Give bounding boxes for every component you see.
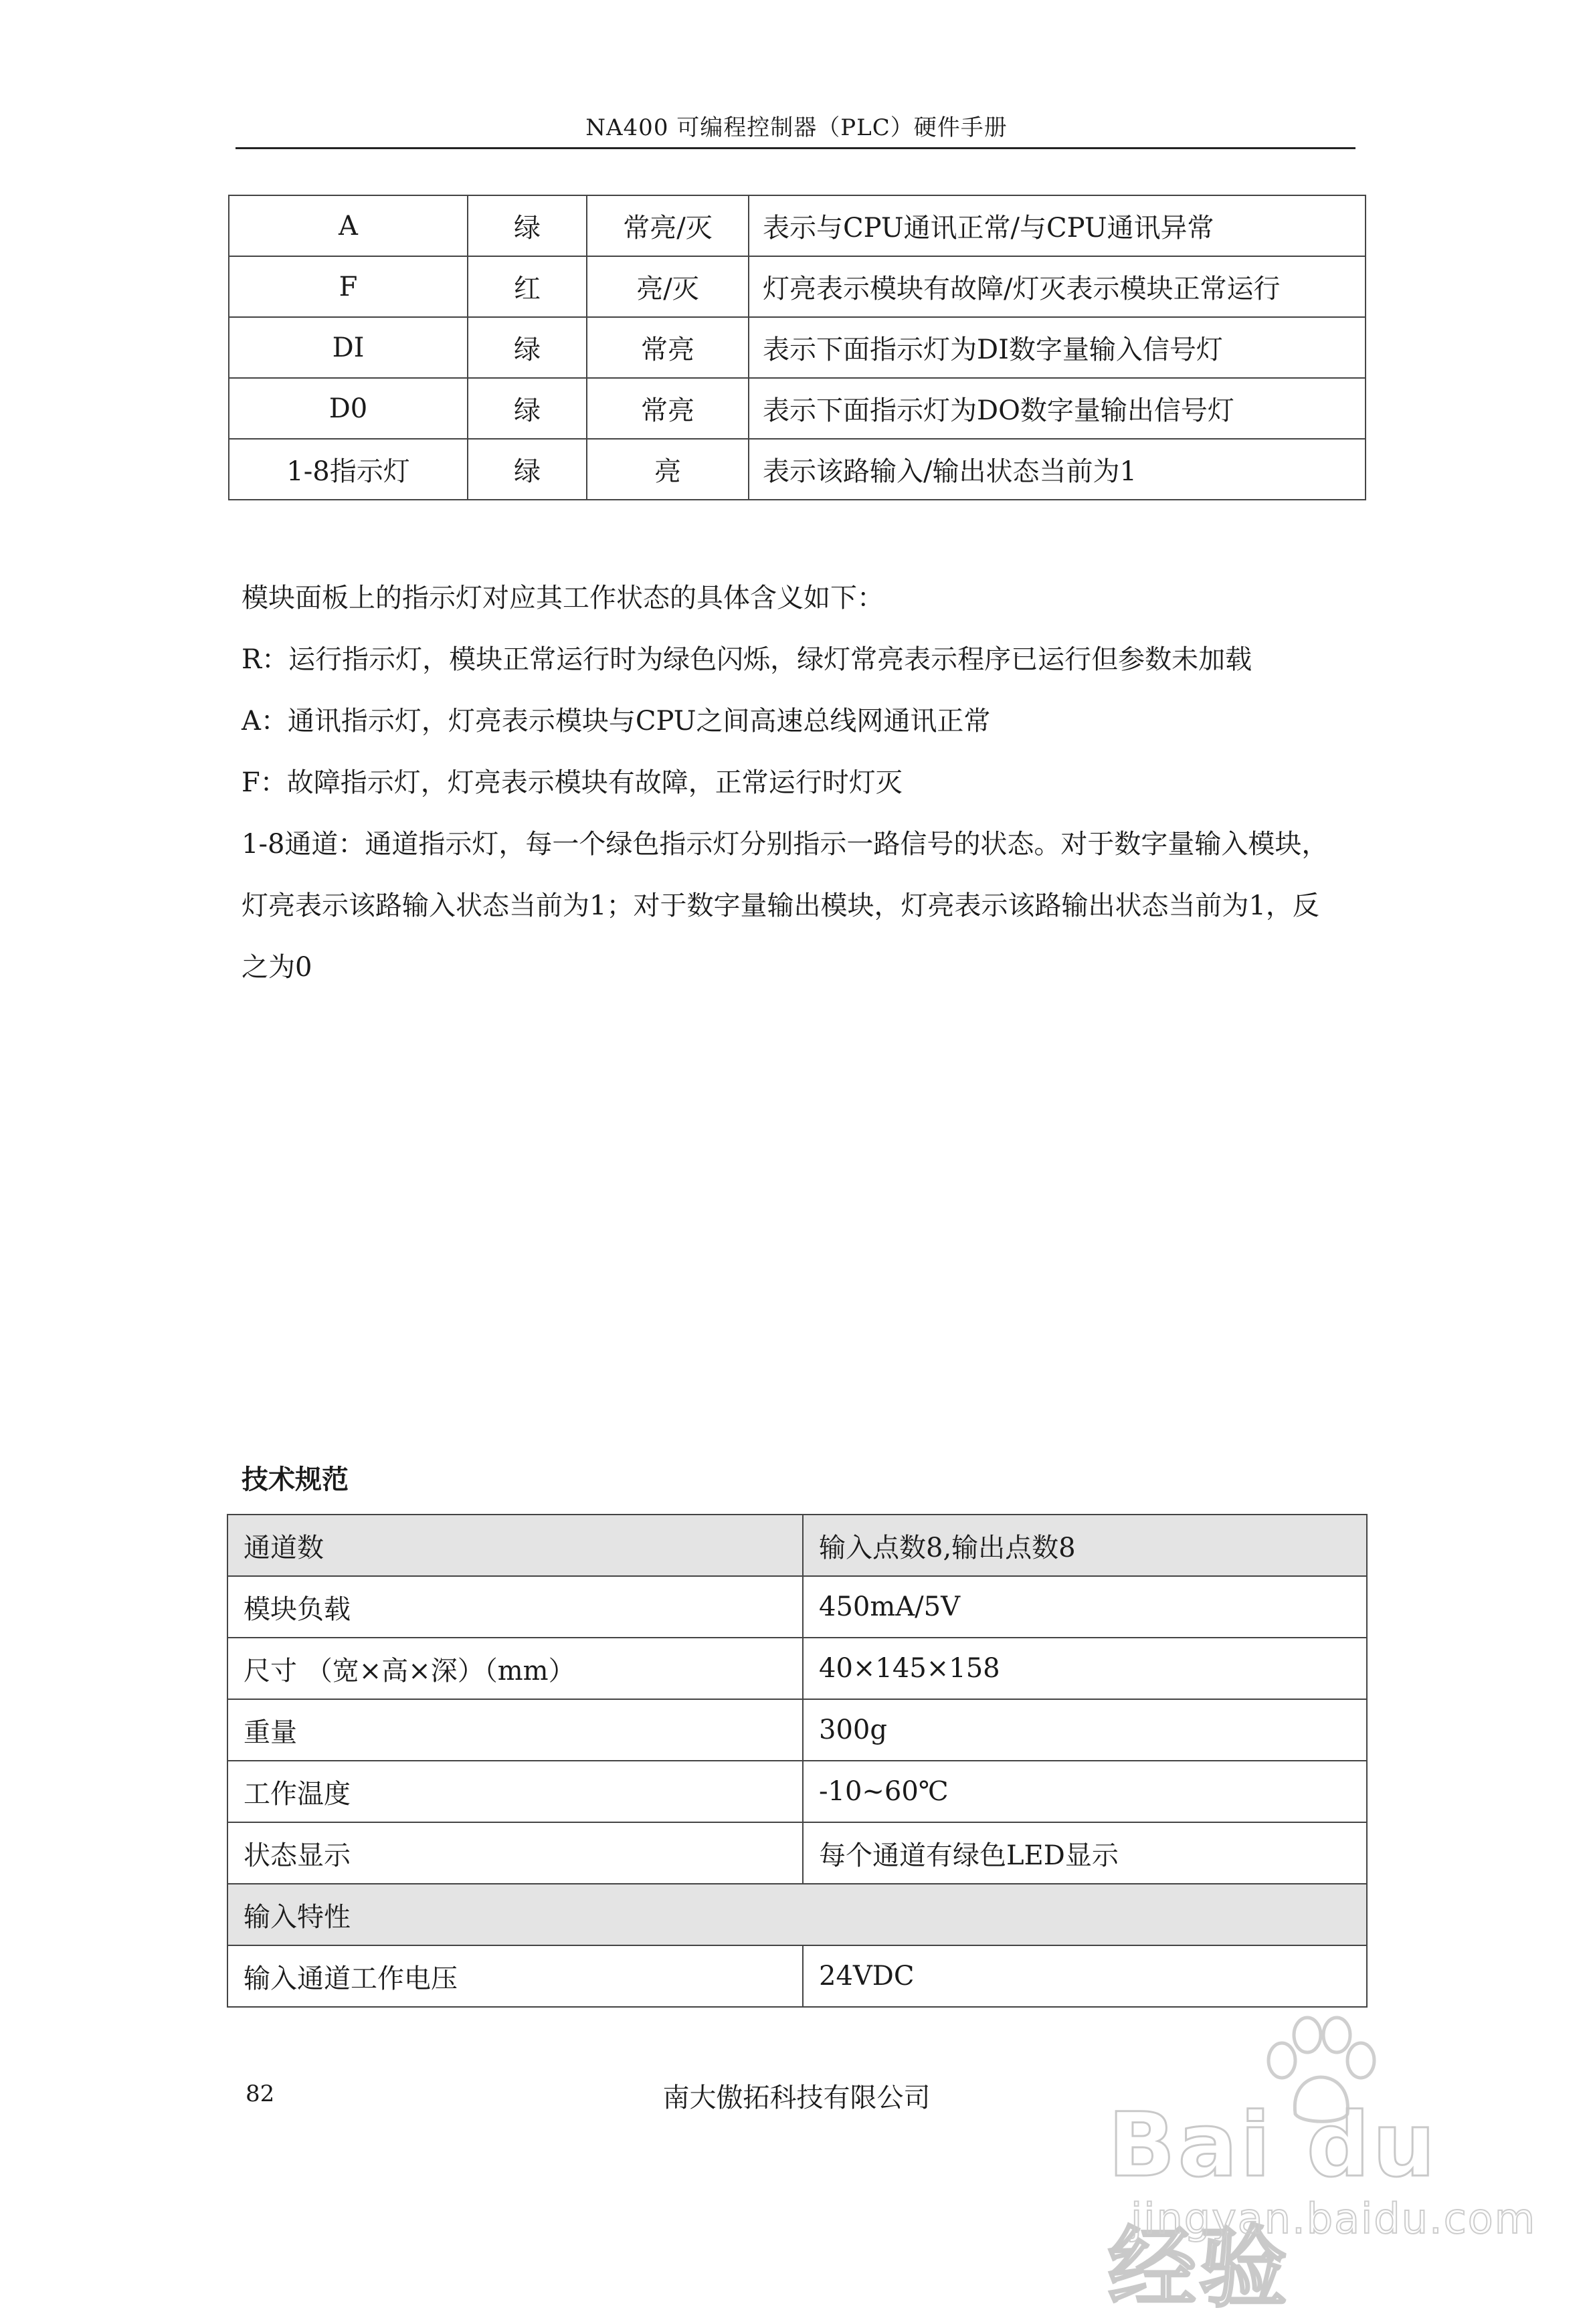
- spec-value: 每个通道有绿色LED显示: [803, 1822, 1367, 1884]
- spec-value: -10~60℃: [803, 1761, 1367, 1822]
- led-meaning: 表示该路输入/输出状态当前为1: [749, 439, 1366, 500]
- table-section-row: [227, 1884, 1367, 1945]
- table-row: [227, 1576, 1367, 1638]
- led-name: A: [229, 195, 468, 256]
- watermark-brand: Bai du 经验: [1108, 2094, 1438, 2320]
- table-row: [227, 1699, 1367, 1761]
- spec-label: 工作温度: [227, 1761, 803, 1822]
- spec-table: [227, 1514, 1368, 2008]
- footer-company: 南大傲拓科技有限公司: [662, 2083, 931, 2113]
- spec-label: 模块负载: [227, 1576, 803, 1638]
- input-characteristics-heading: 输入特性: [227, 1884, 1367, 1945]
- led-name: D0: [229, 378, 468, 439]
- intro-text: 模块面板上的指示灯对应其工作状态的具体含义如下：: [242, 583, 884, 613]
- led-meaning: 表示下面指示灯为DO数字量输出信号灯: [749, 378, 1366, 439]
- spec-label: 尺寸 （宽×高×深）（mm）: [227, 1638, 803, 1699]
- spec-value: 输入点数8,输出点数8: [803, 1515, 1367, 1576]
- led-state: 亮: [587, 439, 749, 500]
- table-row: [227, 1945, 1367, 2007]
- page-number: 82: [246, 2080, 275, 2107]
- table-row: [227, 1638, 1367, 1699]
- channel-text-line-3: 之为0: [242, 952, 312, 983]
- led-meaning: 表示下面指示灯为DI数字量输入信号灯: [749, 317, 1366, 378]
- spec-value: 300g: [803, 1699, 1367, 1761]
- spec-label: 状态显示: [227, 1822, 803, 1884]
- led-color: 红: [468, 256, 587, 317]
- spec-value: 24VDC: [803, 1945, 1367, 2007]
- led-color: 绿: [468, 195, 587, 256]
- header-title: NA400 可编程控制器（PLC）硬件手册: [585, 114, 1008, 141]
- table-row: [229, 378, 1366, 439]
- led-state: 常亮/灭: [587, 195, 749, 256]
- led-description: [242, 567, 1366, 998]
- led-color: 绿: [468, 317, 587, 378]
- spec-value: 450mA/5V: [803, 1576, 1367, 1638]
- led-name: 1-8指示灯: [229, 439, 468, 500]
- watermark-url: jingyan.baidu.com: [1131, 2194, 1537, 2243]
- channel-text-line-2: 灯亮表示该路输入状态当前为1；对于数字量输出模块，灯亮表示该路输出状态当前为1，反: [242, 890, 1319, 921]
- led-status-table: [228, 195, 1366, 500]
- led-meaning: 表示与CPU通讯正常/与CPU通讯异常: [749, 195, 1366, 256]
- table-row: [229, 439, 1366, 500]
- table-row: [227, 1515, 1367, 1576]
- channel-text-line-1: 1-8通道：通道指示灯，每一个绿色指示灯分别指示一路信号的状态。对于数字量输入模块，: [242, 829, 1329, 860]
- table-row: [229, 317, 1366, 378]
- led-color: 绿: [468, 439, 587, 500]
- led-meaning: 灯亮表示模块有故障/灯灭表示模块正常运行: [749, 256, 1366, 317]
- led-name: DI: [229, 317, 468, 378]
- spec-value: 40×145×158: [803, 1638, 1367, 1699]
- led-state: 亮/灭: [587, 256, 749, 317]
- led-state: 常亮: [587, 317, 749, 378]
- spec-label: 输入通道工作电压: [227, 1945, 803, 2007]
- led-name: F: [229, 256, 468, 317]
- led-color: 绿: [468, 378, 587, 439]
- r-indicator-text: R：运行指示灯，模块正常运行时为绿色闪烁，绿灯常亮表示程序已运行但参数未加载: [242, 644, 1252, 675]
- a-indicator-text: A：通讯指示灯，灯亮表示模块与CPU之间高速总线网通讯正常: [242, 706, 991, 737]
- f-indicator-text: F：故障指示灯，灯亮表示模块有故障，正常运行时灯灭: [242, 767, 903, 798]
- table-row: [229, 256, 1366, 317]
- header-divider: [236, 147, 1355, 149]
- spec-label: 重量: [227, 1699, 803, 1761]
- table-row: [227, 1761, 1367, 1822]
- table-row: [229, 195, 1366, 256]
- table-row: [227, 1822, 1367, 1884]
- baidu-watermark: [1104, 2014, 1545, 2320]
- led-state: 常亮: [587, 378, 749, 439]
- spec-label: 通道数: [227, 1515, 803, 1576]
- spec-heading: 技术规范: [242, 1464, 349, 1495]
